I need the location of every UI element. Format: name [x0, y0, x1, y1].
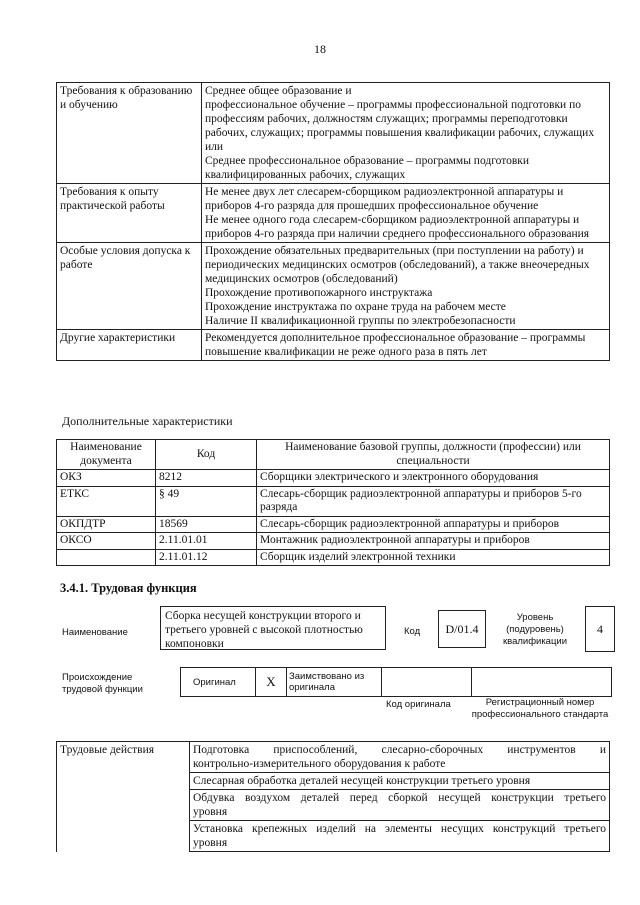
- labor-action-item: [190, 773, 610, 790]
- labor-action-text: Подготовка приспособлений, слесарно-сборочных инструментов и: [193, 744, 606, 756]
- additional-characteristics-table: [56, 439, 610, 566]
- labor-action-text: Слесарная обработка деталей несущей конструкции третьего уровня: [193, 775, 531, 787]
- original-label: Оригинал: [193, 677, 236, 688]
- requirement-row: [57, 184, 610, 243]
- code-cell: 8212: [156, 470, 257, 487]
- requirements-table: [56, 82, 610, 361]
- cell-divider: [381, 668, 382, 696]
- labor-action-item: [190, 790, 610, 821]
- requirement-row: [57, 83, 610, 184]
- borrowed-label: Заимствовано из оригинала: [289, 671, 365, 693]
- labor-action-text: уровня: [193, 837, 228, 849]
- origin-row: [180, 667, 612, 697]
- requirement-line: Прохождение инструктажа по охране труда на рабочем месте: [205, 301, 506, 313]
- doc-cell: ОКЗ: [57, 470, 156, 487]
- labor-action-item: [190, 821, 610, 852]
- requirement-row: [57, 243, 610, 330]
- original-mark: X: [255, 668, 287, 696]
- function-code-box: D/01.4: [438, 610, 486, 648]
- origin-code-label: Код оригинала: [386, 699, 451, 710]
- additional-characteristics-title: Дополнительные характеристики: [62, 414, 233, 428]
- requirement-line: Прохождение противопожарного инструктажа: [205, 287, 433, 299]
- requirement-value: [202, 243, 610, 330]
- code-cell: 2.11.01.12: [156, 549, 257, 566]
- requirement-line: профессиональное обучение – программы профессиональной подготовки по профессиям рабочих, должностям служащих; программы переподготовки рабочих, служащих; программы повышения квалификации рабочих, служащих: [205, 99, 595, 139]
- labor-action-text: уровня: [193, 806, 228, 818]
- function-name-box: Сборка несущей конструкции второго и третьего уровней с высокой плотностью компоновки: [160, 606, 386, 650]
- labor-actions-label: Трудовые действия: [57, 742, 190, 852]
- requirement-line: Не менее одного года слесарем-сборщиком радиоэлектронной аппаратуры и приборов 4-го разряда при наличии среднего профессионального образования: [205, 214, 590, 240]
- doc-cell: ЕТКС: [57, 486, 156, 516]
- function-heading: 3.4.1. Трудовая функция: [60, 581, 197, 595]
- labor-action-text: контрольно-измерительного оборудования к работе: [193, 758, 446, 770]
- table-header-row: [57, 440, 610, 470]
- table-row: [57, 470, 610, 487]
- table-row: [57, 549, 610, 566]
- code-cell: 2.11.01.01: [156, 533, 257, 550]
- header-name: Наименование базовой группы, должности (профессии) или специальности: [257, 440, 610, 470]
- header-document: Наименование документа: [57, 440, 156, 470]
- labor-action-item: [190, 742, 610, 773]
- origin-label: Происхождение трудовой функции: [62, 672, 143, 695]
- requirement-line: Не менее двух лет слесарем-сборщиком радиоэлектронной аппаратуры и приборов 4-го разряда для прошедших профессиональное обучение: [205, 186, 564, 212]
- level-label: Уровень (подуровень) квалификации: [502, 612, 568, 647]
- code-cell: § 49: [156, 486, 257, 516]
- header-code: Код: [156, 440, 257, 470]
- name-cell: Сборщик изделий электронной техники: [257, 549, 610, 566]
- requirement-row: [57, 330, 610, 361]
- doc-cell: [57, 549, 156, 566]
- labor-actions-table: [56, 741, 610, 852]
- labor-action-row: [57, 742, 610, 773]
- name-cell: Сборщики электрического и электронного оборудования: [257, 470, 610, 487]
- name-cell: Слесарь-сборщик радиоэлектронной аппаратуры и приборов 5-го разряда: [257, 486, 610, 516]
- table-row: [57, 533, 610, 550]
- name-label: Наименование: [62, 627, 128, 638]
- labor-action-text: Обдувка воздухом деталей перед сборкой несущей конструкции третьего: [193, 792, 606, 804]
- requirement-line: Наличие II квалификационной группы по электробезопасности: [205, 315, 516, 327]
- requirement-line: Рекомендуется дополнительное профессиональное образование – программы повышение квалификации не реже одного раза в пять лет: [205, 332, 586, 358]
- requirement-label: Требования к образованию и обучению: [57, 83, 202, 184]
- requirement-line: Прохождение обязательных предварительных (при поступлении на работу) и периодических медицинских осмотров (обследований), а также внеочередных медицинских осмотров (обследований): [205, 245, 590, 285]
- requirement-line: или: [205, 141, 224, 153]
- requirement-line: Среднее профессиональное образование – программы подготовки квалифицированных рабочих, служащих: [205, 155, 530, 181]
- requirement-line: Среднее общее образование и: [205, 85, 352, 97]
- requirement-value: [202, 184, 610, 243]
- table-row: [57, 486, 610, 516]
- doc-cell: ОКСО: [57, 533, 156, 550]
- doc-cell: ОКПДТР: [57, 516, 156, 533]
- labor-action-text: Установка крепежных изделий на элементы несущих конструкций третьего: [193, 823, 606, 835]
- requirement-label: Требования к опыту практической работы: [57, 184, 202, 243]
- requirement-value: [202, 330, 610, 361]
- requirement-label: Особые условия допуска к работе: [57, 243, 202, 330]
- page-number: 18: [314, 42, 326, 56]
- reg-number-label: Регистрационный номер профессионального стандарта: [471, 697, 609, 720]
- code-cell: 18569: [156, 516, 257, 533]
- code-label: Код: [404, 626, 421, 637]
- cell-divider: [471, 668, 472, 696]
- requirement-value: [202, 83, 610, 184]
- requirement-label: Другие характеристики: [57, 330, 202, 361]
- name-cell: Монтажник радиоэлектронной аппаратуры и приборов: [257, 533, 610, 550]
- level-value-box: 4: [585, 606, 615, 652]
- name-cell: Слесарь-сборщик радиоэлектронной аппаратуры и приборов: [257, 516, 610, 533]
- table-row: [57, 516, 610, 533]
